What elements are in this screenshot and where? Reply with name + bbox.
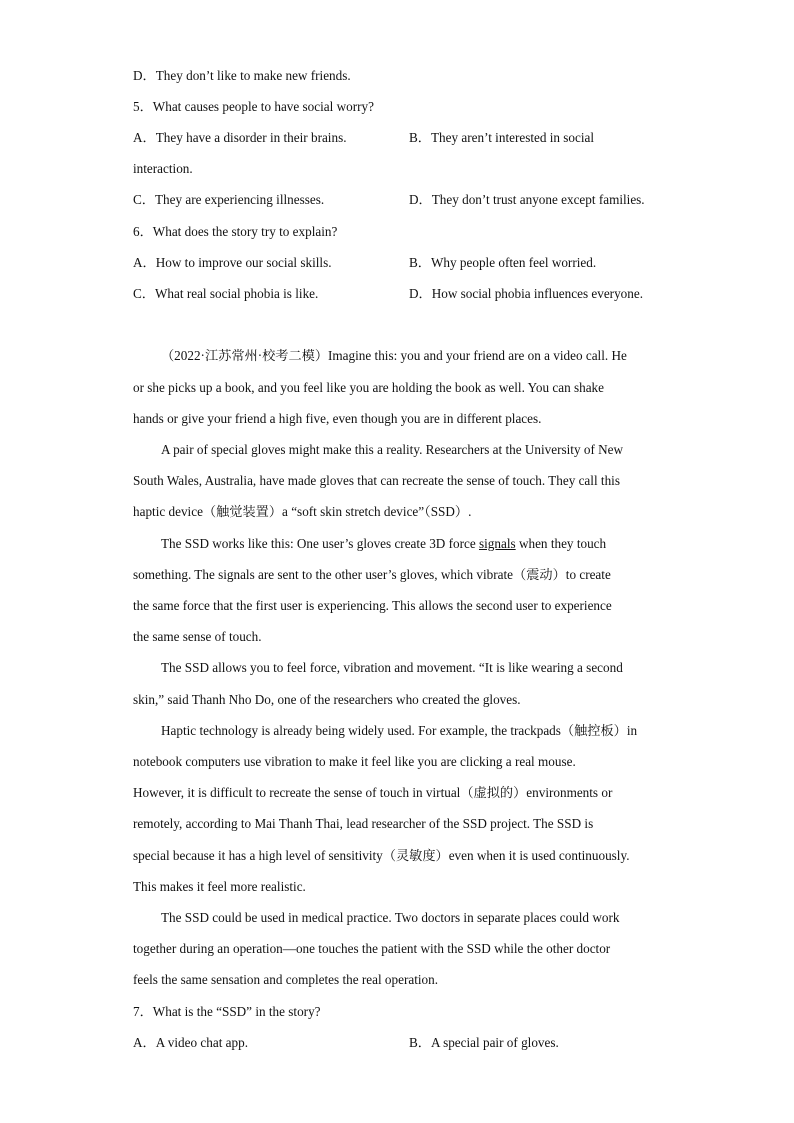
passage-p4-line: skin,” said Thanh Nho Do, one of the researchers who created the gloves. <box>133 692 521 707</box>
q6-stem: 6．What does the story try to explain? <box>133 224 338 239</box>
passage-p3-line: the same force that the first user is experiencing. This allows the second user to experience <box>133 598 612 613</box>
passage-p5-line: Haptic technology is already being widely used. For example, the trackpads（触控板）in <box>161 723 638 738</box>
passage-p3-line: the same sense of touch. <box>133 629 262 644</box>
q6-option-c: C．What real social phobia is like. <box>133 286 319 301</box>
passage-p4-line: The SSD allows you to feel force, vibration and movement. “It is like wearing a second <box>161 660 623 675</box>
q4-option-d: D．They don’t like to make new friends. <box>133 68 351 83</box>
q6-option-b: B．Why people often feel worried. <box>409 255 597 270</box>
q5-option-c: C．They are experiencing illnesses. <box>133 192 325 207</box>
q7-option-b: B．A special pair of gloves. <box>409 1035 559 1050</box>
passage-p2-line: South Wales, Australia, have made gloves that can recreate the sense of touch. They call this <box>133 473 620 488</box>
passage-p5-line: special because it has a high level of sensitivity（灵敏度）even when it is used continuously. <box>133 848 630 863</box>
passage-p1-line: hands or give your friend a high five, even though you are in different places. <box>133 411 542 426</box>
q7-stem: 7．What is the “SSD” in the story? <box>133 1004 321 1019</box>
passage-p3-line <box>161 536 606 552</box>
q7-option-a: A．A video chat app. <box>133 1035 248 1050</box>
passage-p6-line: The SSD could be used in medical practice. Two doctors in separate places could work <box>161 910 620 925</box>
passage-p1-line: or she picks up a book, and you feel like you are holding the book as well. You can shake <box>133 380 604 395</box>
passage-p2-line: haptic device（触觉装置）a “soft skin stretch device”（SSD）. <box>133 504 472 519</box>
passage-p6-line: feels the same sensation and completes the real operation. <box>133 972 439 987</box>
passage-p5-line: However, it is difficult to recreate the sense of touch in virtual（虚拟的）environments or <box>133 785 613 800</box>
passage-p3-line: something. The signals are sent to the other user’s gloves, which vibrate（震动）to create <box>133 567 611 582</box>
passage-p5-line: notebook computers use vibration to make it feel like you are clicking a real mouse. <box>133 754 576 769</box>
passage-p1-line: （2022·江苏常州·校考二模）Imagine this: you and your friend are on a video call. He <box>161 348 627 363</box>
q5-option-b: B．They aren’t interested in social <box>409 130 595 145</box>
passage-p5-line: This makes it feel more realistic. <box>133 879 306 894</box>
passage-p5-line: remotely, according to Mai Thanh Thai, lead researcher of the SSD project. The SSD is <box>133 816 594 831</box>
text-segment: when they touch <box>515 536 607 551</box>
q6-option-a: A．How to improve our social skills. <box>133 255 332 270</box>
q5-option-b-continued: interaction. <box>133 161 193 176</box>
q6-option-d: D．How social phobia influences everyone. <box>409 286 644 301</box>
q5-option-a: A．They have a disorder in their brains. <box>133 130 347 145</box>
underlined-word-signals: signals <box>479 536 516 551</box>
passage-p6-line: together during an operation—one touches the patient with the SSD while the other doctor <box>133 941 611 956</box>
text-segment: The SSD works like this: One user’s gloves create 3D force <box>161 536 480 551</box>
q5-option-d: D．They don’t trust anyone except families. <box>409 192 645 207</box>
passage-p2-line: A pair of special gloves might make this a reality. Researchers at the University of New <box>161 442 624 457</box>
q5-stem: 5．What causes people to have social worry? <box>133 99 374 114</box>
